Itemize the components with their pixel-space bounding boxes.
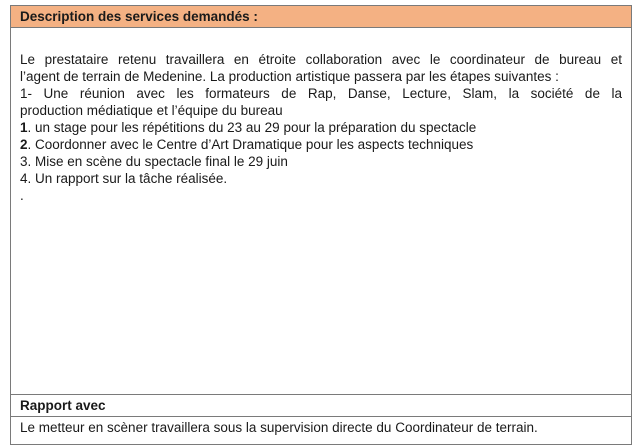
step-number: 2 bbox=[20, 137, 28, 152]
section-title: Description des services demandés : bbox=[20, 9, 258, 24]
step-number: 1 bbox=[20, 120, 28, 135]
step-text: . un stage pour les répétitions du 23 au 29 pour la préparation du spectacle bbox=[27, 120, 477, 135]
services-table bbox=[10, 5, 632, 445]
report-text: Le metteur en scèner travaillera sous la supervision directe du Coordinateur de terrain. bbox=[20, 420, 538, 435]
report-title: Rapport avec bbox=[20, 398, 106, 413]
step-text: 3. Mise en scène du spectacle final le 29 juin bbox=[20, 154, 288, 169]
list-item bbox=[20, 171, 622, 187]
step-text: . Coordonner avec le Centre d’Art Dramatique pour les aspects techniques bbox=[27, 137, 474, 152]
step1-line-2: production médiatique et l’équipe du bureau bbox=[20, 103, 283, 118]
list-item bbox=[20, 120, 622, 136]
trailing-dot: . bbox=[20, 188, 24, 203]
section-header bbox=[11, 6, 631, 28]
step-text: 4. Un rapport sur la tâche réalisée. bbox=[20, 171, 228, 186]
intro-paragraph-line-1: Le prestataire retenu travaillera en étroite collaboration avec le coordinateur de bureau et bbox=[20, 52, 622, 67]
step1-line-1: 1- Une réunion avec les formateurs de Rap, Danse, Lecture, Slam, la société de la bbox=[20, 86, 622, 101]
list-item bbox=[20, 154, 622, 170]
report-body-row bbox=[11, 417, 631, 444]
intro-paragraph-line-2: l’agent de terrain de Medenine. La production artistique passera par les étapes suivantes : bbox=[20, 69, 559, 84]
services-description bbox=[11, 28, 631, 394]
list-item bbox=[20, 137, 622, 153]
report-header-row bbox=[11, 394, 631, 417]
